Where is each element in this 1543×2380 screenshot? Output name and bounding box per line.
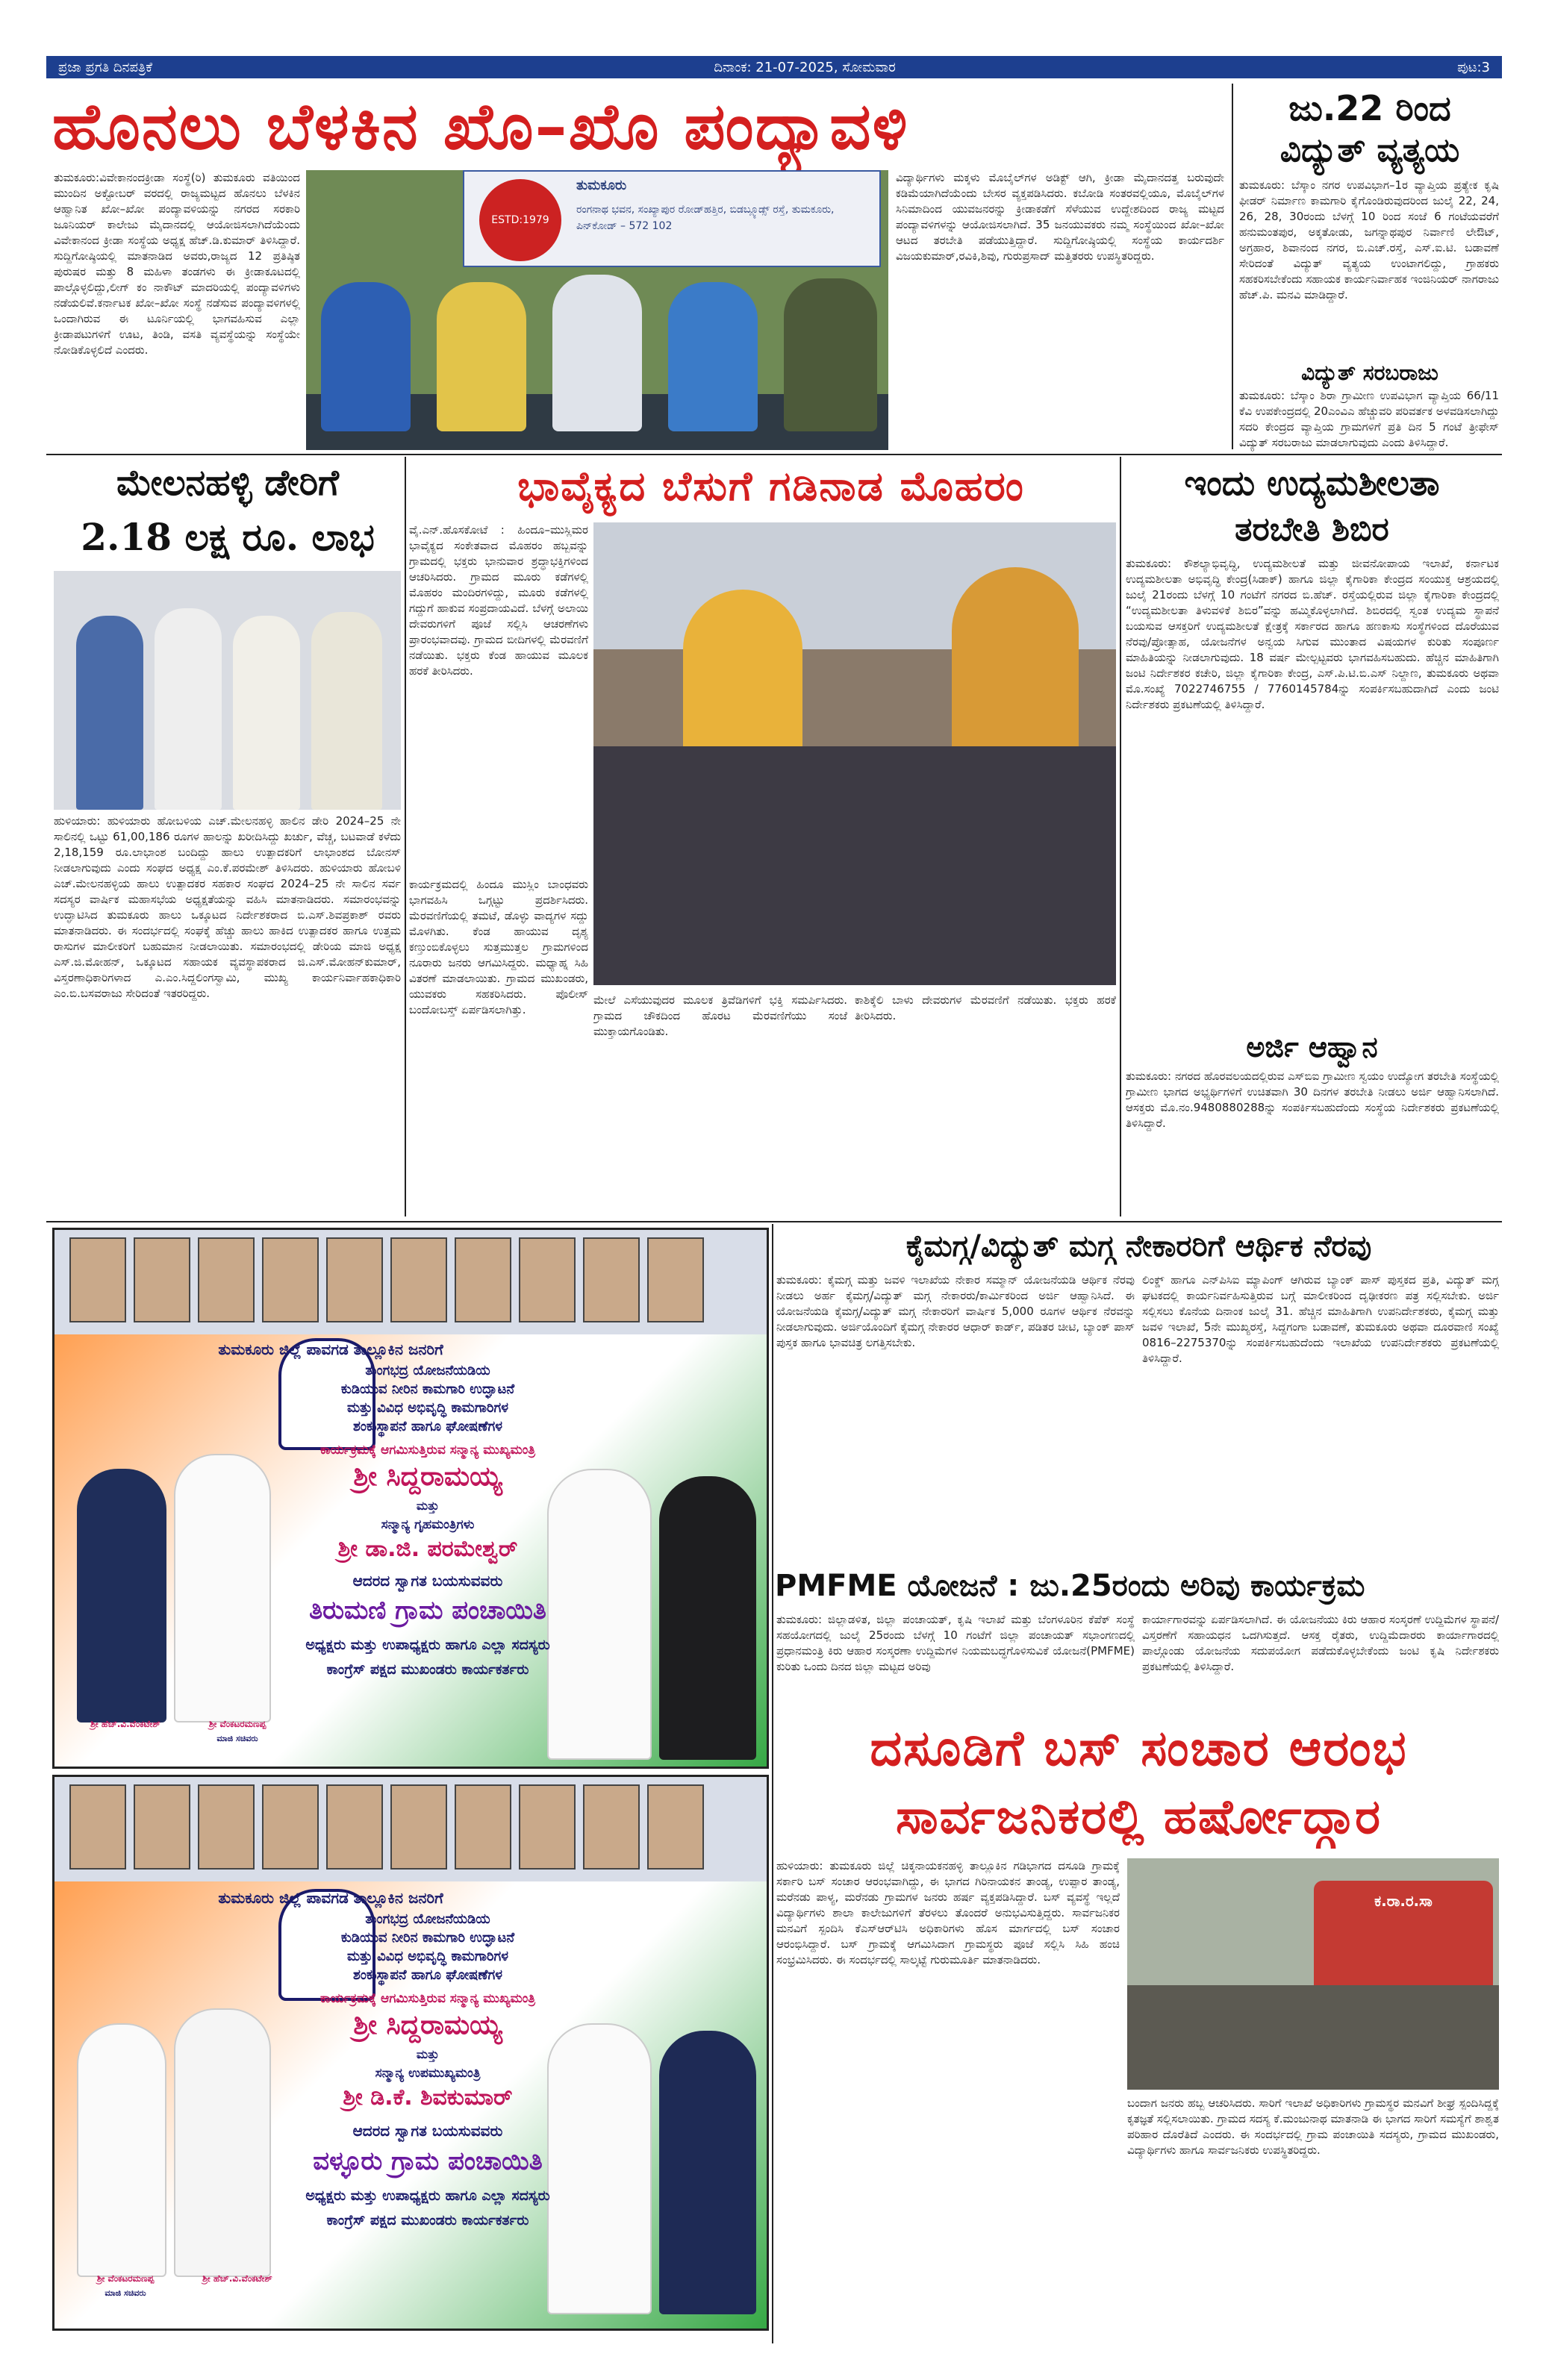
ad-mattu: ಮತ್ತು xyxy=(416,1499,440,1513)
ad-minister-title: ಸನ್ಮಾನ್ಯ ಉಪಮುಖ್ಯಮಂತ್ರಿ xyxy=(375,2066,481,2081)
leader-photo xyxy=(390,1237,447,1322)
moharram-caption-right: ಕಾಶಿಕ್ಕೆಲಿ ಬಾಳು ದೇವರುಗಳ ಮೆರವಣಿಗೆ ನಡೆಯಿತು. ಭಕ್ತರು ಹರಕೆ ತೀರಿಸಿದರು. xyxy=(855,993,1116,1022)
person-4 xyxy=(668,282,758,431)
leader-photo xyxy=(647,1784,704,1870)
ad-person-right2 xyxy=(659,2031,756,2314)
leader-photo xyxy=(134,1784,190,1870)
weavers-col2: ಲಿಂಕ್ಡ್ ಹಾಗೂ ಎನ್‌ಪಿಸಿಐ ಮ್ಯಾಪಿಂಗ್ ಆಗಿರುವ ಬ್ಯಾಂಕ್ ಪಾಸ್ ಪುಸ್ತಕದ ಪ್ರತಿ, ವಿದ್ಯುತ್ ಮಗ್ಗ ಘಟಕದಲ್ಲಿ ಕಾರ್ಯನಿರ್ವಹಿಸುತ್ತಿರುವ ಬಗ್ಗೆ ಮಾಲೀಕರಿಂದ ದೃಢೀಕರಣ ಪತ್ರ ಸಲ್ಲಿಸಬೇಕು. ಅರ್ಜಿ ಸಲ್ಲಿಸಲು ಕೊನೆಯ ದಿನಾಂಕ ಜುಲೈ 31. ಹೆಚ್ಚಿನ ಮಾಹಿತಿಗಾಗಿ ಉಪನಿರ್ದೇಶಕರು, ಕೈಮಗ್ಗ ಮತ್ತು ಜವಳಿ ಇಲಾಖೆ, 5ನೇ ಮುಖ್ಯರಸ್ತೆ, ಸಿದ್ದಗಂಗಾ ಬಡಾವಣೆ, ತುಮಕೂರು ಅಥವಾ ದೂರವಾಣಿ ಸಂಖ್ಯೆ 0816–2275370ನ್ನು ಸಂಪರ್ಕಿಸಬಹುದೆಂದು ಇಲಾಖೆಯ ಉಪನಿರ್ದೇಶಕರು ಪ್ರಕಟಣೆಯಲ್ಲಿ ತಿಳಿಸಿದ್ದಾರೆ. xyxy=(1142,1273,1499,1365)
person-3 xyxy=(552,275,642,431)
leader-photo xyxy=(519,1784,576,1870)
ad-line3: ಕುಡಿಯುವ ನೀರಿನ ಕಾಮಗಾರಿ ಉದ್ಘಾಟನೆ xyxy=(340,1930,515,1946)
leader-photo xyxy=(326,1237,383,1322)
bus-plate: ಕ.ರಾ.ರ.ಸಾ xyxy=(1374,1892,1433,1910)
leader-photo xyxy=(134,1237,190,1322)
column-rule xyxy=(1232,84,1233,449)
ad-line3: ಕುಡಿಯುವ ನೀರಿನ ಕಾಮಗಾರಿ ಉದ್ಘಾಟನೆ xyxy=(340,1381,515,1397)
leader-photo xyxy=(647,1237,704,1322)
ad-minister-name: ಶ್ರೀ ಡಿ.ಕೆ. ಶಿವಕುಮಾರ್ xyxy=(343,2084,513,2111)
banner-logo-icon: ESTD:1979 xyxy=(479,179,561,261)
power-sub-body: ತುಮಕೂರು: ಬೆಸ್ಕಾಂ ಶಿರಾ ಗ್ರಾಮೀಣ ಉಪವಿಭಾಗ ವ್ಯಾಪ್ತಿಯ 66/11 ಕೆವಿ ಉಪಕೇಂದ್ರದಲ್ಲಿ 20ಎಂವಿಎ ಹೆಚ್ಚುವರಿ ಪರಿವರ್ತಕ ಅಳವಡಿಸಲಾಗಿದ್ದು ಸದರಿ ಕೇಂದ್ರದ ವ್ಯಾಪ್ತಿಯ ಗ್ರಾಮಗಳಿಗೆ ಪ್ರತಿ ದಿನ 5 ಗಂಟೆ ತ್ರೀಫೇಸ್ ವಿದ್ಯುತ್ ಸರಬರಾಜು ಮಾಡಲಾಗುವುದು ಎಂದು ತಿಳಿಸಿದ್ದಾರೆ. xyxy=(1239,389,1499,449)
bus-col1: ಹುಳಿಯಾರು: ತುಮಕೂರು ಜಿಲ್ಲೆ ಚಿಕ್ಕನಾಯಕನಹಳ್ಳಿ ತಾಲ್ಲೂಕಿನ ಗಡಿಭಾಗದ ದಸೂಡಿ ಗ್ರಾಮಕ್ಕೆ ಸರ್ಕಾರಿ ಬಸ್ ಸಂಚಾರ ಆರಂಭವಾಗಿದ್ದು, ಈ ಭಾಗದ ಗಿರಿನಾಯಕನ ತಾಂಡ್ಯ, ಉಪ್ಪಾರ ತಾಂಡ್ಯ, ಮರೆನಡು ಪಾಳ್ಯ, ಮರೆನಡು ಗ್ರಾಮಗಳ ಜನರು ಹರ್ಷ ವ್ಯಕ್ತಪಡಿಸಿದ್ದಾರೆ. ಬಸ್ ವ್ಯವಸ್ಥೆ ಇಲ್ಲದೆ ವಿದ್ಯಾರ್ಥಿಗಳು ಶಾಲಾ ಕಾಲೇಜುಗಳಿಗೆ ತೆರಳಲು ತೊಂದರೆ ಅನುಭವಿಸುತ್ತಿದ್ದರು. ಸಾರ್ವಜನಿಕರ ಮನವಿಗೆ ಸ್ಪಂದಿಸಿ ಕೆಎಸ್‌ಆರ್‌ಟಿಸಿ ಅಧಿಕಾರಿಗಳು ಹೊಸ ಮಾರ್ಗದಲ್ಲಿ ಬಸ್ ಸಂಚಾರ ಆರಂಭಿಸಿದ್ದಾರೆ. ಬಸ್ ಗ್ರಾಮಕ್ಕೆ ಆಗಮಿಸಿದಾಗ ಗ್ರಾಮಸ್ಥರು ಪೂಜೆ ಸಲ್ಲಿಸಿ ಸಿಹಿ ಹಂಚಿ ಸಂಭ್ರಮಿಸಿದರು. ಈ ಸಂದರ್ಭದಲ್ಲಿ ಸಾಲ್ಕಟ್ಟೆ ಗುರುಮೂರ್ತಿ ಮಾತನಾಡಿದರು. xyxy=(776,1859,1120,1967)
weavers-headline: ಕೈಮಗ್ಗ/ವಿದ್ಯುತ್ ಮಗ್ಗ ನೇಕಾರರಿಗೆ ಆರ್ಥಿಕ ನೆರವು xyxy=(905,1229,1372,1264)
section-rule xyxy=(46,454,1502,455)
ad-members: ಅಧ್ಯಕ್ಷರು ಮತ್ತು ಉಪಾಧ್ಯಕ್ಷರು ಹಾಗೂ ಎಲ್ಲಾ ಸದಸ್ಯರು xyxy=(305,1637,550,1653)
banner-place: ತುಮಕೂರು xyxy=(576,178,627,193)
person-b xyxy=(155,608,222,810)
leader-photo xyxy=(326,1784,383,1870)
ad-line1: ತುಮಕೂರು ಜಿಲ್ಲೆ ಪಾವಗಡ ತಾಲ್ಲೂಕಿನ ಜನರಿಗೆ xyxy=(218,1889,443,1907)
page-number: ಪುಟ:3 xyxy=(1457,59,1490,75)
ad-panchayat: ತಿರುಮಣಿ ಗ್ರಾಮ ಪಂಚಾಯಿತಿ xyxy=(309,1596,546,1625)
leader-photo xyxy=(198,1784,255,1870)
ad-cm-name: ಶ್ರೀ ಸಿದ್ದರಾಮಯ್ಯ xyxy=(353,1461,502,1492)
decoration-left xyxy=(683,590,802,761)
ad-line2: ತುಂಗಭದ್ರ ಯೋಜನೆಯಡಿಯ xyxy=(365,1363,490,1378)
ad-mattu: ಮತ್ತು xyxy=(416,2047,440,2061)
crowd xyxy=(593,746,1116,985)
ad-minister-title: ಸನ್ಮಾನ್ಯ ಗೃಹಮಂತ್ರಿಗಳು xyxy=(381,1517,475,1532)
leader-photo xyxy=(69,1784,126,1870)
ad-line4: ಮತ್ತು ವಿವಿಧ ಅಭಿವೃದ್ಧಿ ಕಾಮಗಾರಿಗಳ xyxy=(346,1400,509,1416)
ad-line5: ಶಂಕುಸ್ಥಾಪನೆ ಹಾಗೂ ಘೋಷಣೆಗಳ xyxy=(352,1967,502,1983)
training-headline-2: ತರಬೇತಿ ಶಿಬಿರ xyxy=(1235,510,1389,549)
person-a xyxy=(76,616,143,810)
advertisement-1 xyxy=(52,1228,769,1769)
moharram-caption-left: ಮೇಲೆ ಎಸೆಯುವುದರ ಮೂಲಕ ತ್ರಿವೆಡಿಗಳಿಗೆ ಭಕ್ತಿ ಸಮರ್ಪಿಸಿದರು. ಗ್ರಾಮದ ಚೌಕದಿಂದ ಹೊರಟ ಮೆರವಣಿಗೆಯು ಸಂಜೆ ಮುಕ್ತಾಯಗೊಂಡಿತು. xyxy=(593,993,847,1038)
bus-headline-2: ಸಾರ್ವಜನಿಕರಲ್ಲಿ ಹರ್ಷೋದ್ಗಾರ xyxy=(895,1790,1383,1845)
power-headline-2: ವಿದ್ಯುತ್ ವ್ಯತ್ಯಯ xyxy=(1279,131,1460,169)
training-headline-1: ಇಂದು ಉದ್ಯಮಶೀಲತಾ xyxy=(1184,463,1440,503)
power-headline-1: ಜು.22 ರಿಂದ xyxy=(1288,88,1451,128)
leader-photo xyxy=(455,1237,511,1322)
ad-person-left xyxy=(77,2023,166,2277)
section-rule xyxy=(46,1221,1502,1222)
moharram-photo xyxy=(593,522,1116,985)
ad-members: ಅಧ್ಯಕ್ಷರು ಮತ್ತು ಉಪಾಧ್ಯಕ್ಷರು ಹಾಗೂ ಎಲ್ಲಾ ಸದಸ್ಯರು xyxy=(305,2187,550,2204)
ad-line6: ಕಾರ್ಯಕ್ರಮಕ್ಕೆ ಆಗಮಿಸುತ್ತಿರುವ ಸನ್ಮಾನ್ಯ ಮುಖ್ಯಮಂತ್ರಿ xyxy=(319,1991,536,2006)
paper-name: ಪ್ರಜಾ ಪ್ರಗತಿ ದಿನಪತ್ರಿಕೆ xyxy=(58,59,153,75)
moharram-col2: ಕಾರ್ಯಕ್ರಮದಲ್ಲಿ ಹಿಂದೂ ಮುಸ್ಲಿಂ ಬಾಂಧವರು ಭಾಗವಹಿಸಿ ಒಗ್ಗಟ್ಟು ಪ್ರದರ್ಶಿಸಿದರು. ಮೆರವಣಿಗೆಯಲ್ಲಿ ತಮಟೆ, ಡೊಳ್ಳು ವಾದ್ಯಗಳ ಸದ್ದು ಮೊಳಗಿತು. ಕೆಂಡ ಹಾಯುವ ದೃಶ್ಯ ಕಣ್ತುಂಬಿಕೊಳ್ಳಲು ಸುತ್ತಮುತ್ತಲ ಗ್ರಾಮಗಳಿಂದ ನೂರಾರು ಜನರು ಆಗಮಿಸಿದ್ದರು. ಮಧ್ಯಾಹ್ನ ಸಿಹಿ ವಿತರಣೆ ಮಾಡಲಾಯಿತು. ಗ್ರಾಮದ ಮುಖಂಡರು, ಯುವಕರು ಸಹಕರಿಸಿದರು. ಪೊಲೀಸ್ ಬಂದೋಬಸ್ತ್ ಏರ್ಪಡಿಸಲಾಗಿತ್ತು. xyxy=(409,878,588,1016)
column-rule xyxy=(772,1224,773,2343)
leader-photo xyxy=(198,1237,255,1322)
ad-leader-photos xyxy=(54,1230,767,1334)
masthead xyxy=(46,56,1502,78)
ad-cm-name: ಶ್ರೀ ಸಿದ್ದರಾಮಯ್ಯ xyxy=(353,2010,502,2040)
ad-panchayat: ವಳ್ಳೂರು ಗ್ರಾಮ ಪಂಚಾಯಿತಿ xyxy=(313,2146,543,2176)
ad-party: ಕಾಂಗ್ರೆಸ್ ಪಕ್ಷದ ಮುಖಂಡರು ಕಾರ್ಯಕರ್ತರು xyxy=(326,1661,529,1678)
leader-photo xyxy=(390,1784,447,1870)
leader-photo xyxy=(262,1784,319,1870)
ad-person-left xyxy=(77,1469,166,1722)
pmfme-col1: ತುಮಕೂರು: ಜಿಲ್ಲಾಡಳಿತ, ಜಿಲ್ಲಾ ಪಂಚಾಯತ್, ಕೃಷಿ ಇಲಾಖೆ ಮತ್ತು ಬೆಂಗಳೂರಿನ ಕೆಪೆಕ್ ಸಂಸ್ಥೆ ಸಹಯೋಗದಲ್ಲಿ ಜುಲೈ 25ರಂದು ಬೆಳಗ್ಗೆ 10 ಗಂಟೆಗೆ ಜಿಲ್ಲಾ ಪಂಚಾಯತ್ ಸಭಾಂಗಣದಲ್ಲಿ ಪ್ರಧಾನಮಂತ್ರಿ ಕಿರು ಆಹಾರ ಸಂಸ್ಕರಣಾ ಉದ್ದಿಮೆಗಳ ನಿಯಮಬದ್ಧಗೊಳಿಸುವಿಕೆ ಯೋಜನೆ(PMFME) ಕುರಿತು ಒಂದು ದಿನದ ಜಿಲ್ಲಾ ಮಟ್ಟದ ಅರಿವು xyxy=(776,1613,1135,1673)
banner-address: ರಂಗನಾಥ ಭವನ, ಸಂಖ್ಯಾಪುರ ರೋಡ್‌ಹತ್ತಿರ, ಬಿಡಬ್ಲ್ಯೂಡ್ಸ್ ರಸ್ತೆ, ತುಮಕೂರು, ಪಿನ್‌ಕೋಡ್ – 572 102 xyxy=(576,204,835,232)
ad-line6: ಕಾರ್ಯಕ್ರಮಕ್ಕೆ ಆಗಮಿಸುತ್ತಿರುವ ಸನ್ಮಾನ್ಯ ಮುಖ್ಯಮಂತ್ರಿ xyxy=(319,1443,536,1458)
training-body: ತುಮಕೂರು: ಕೌಶಲ್ಯಾಭಿವೃದ್ಧಿ, ಉದ್ಯಮಶೀಲತೆ ಮತ್ತು ಜೀವನೋಪಾಯ ಇಲಾಖೆ, ಕರ್ನಾಟಕ ಉದ್ಯಮಶೀಲತಾ ಅಭಿವೃದ್ಧಿ ಕೇಂದ್ರ(ಸಿಡಾಕ್) ಹಾಗೂ ಜಿಲ್ಲಾ ಕೈಗಾರಿಕಾ ಕೇಂದ್ರದ ಸಂಯುಕ್ತ ಆಶ್ರಯದಲ್ಲಿ ಜುಲೈ 21ರಂದು ಬೆಳಗ್ಗೆ 10 ಗಂಟೆಗೆ ನಗರದ ಬಿ.ಹೆಚ್. ರಸ್ತೆಯಲ್ಲಿರುವ ಜಿಲ್ಲಾ ಕೈಗಾರಿಕಾ ಕೇಂದ್ರದಲ್ಲಿ “ಉದ್ಯಮಶೀಲತಾ ತಿಳುವಳಿಕೆ ಶಿಬಿರ”ವನ್ನು ಹಮ್ಮಿಕೊಳ್ಳಲಾಗಿದೆ. ಶಿಬಿರದಲ್ಲಿ ಸ್ವಂತ ಉದ್ಯಮ ಸ್ಥಾಪನೆ ಬಯಸುವ ಆಸಕ್ತರಿಗೆ ಉದ್ಯಮಶೀಲತೆ ಕ್ಷೇತ್ರಕ್ಕೆ ಸರ್ಕಾರದ ಹಾಗೂ ಹಣಕಾಸು ಸಂಸ್ಥೆಗಳಿಂದ ದೊರೆಯುವ ನೆರವು/ಪ್ರೋತ್ಸಾಹ, ಯೋಜನೆಗಳ ಅನ್ವಯ ಸಿಗುವ ಮುಂತಾದ ವಿಷಯಗಳ ಕುರಿತು ಸಂಪೂರ್ಣ ಮಾಹಿತಿಯನ್ನು ನೀಡಲಾಗುವುದು. 18 ವರ್ಷ ಮೇಲ್ಪಟ್ಟವರು ಭಾಗವಹಿಸಬಹುದು. ಹೆಚ್ಚಿನ ಮಾಹಿತಿಗಾಗಿ ಜಂಟಿ ನಿರ್ದೇಶಕರ ಕಚೇರಿ, ಜಿಲ್ಲಾ ಕೈಗಾರಿಕಾ ಕೇಂದ್ರ, ಎಸ್.ಪಿ.ಟಿ.ಬಿ.ಎಸ್ ನಿಲ್ದಾಣ, ತುಮಕೂರು ಅಥವಾ ಮೊ.ಸಂಖ್ಯೆ 7022746755 / 7760145784ನ್ನು ಸಂಪರ್ಕಿಸಬಹುದಾಗಿದೆ ಎಂದು ಜಂಟಿ ನಿರ್ದೇಶಕರು ಪ್ರಕಟಣೆಯಲ್ಲಿ ತಿಳಿಸಿದ್ದಾರೆ. xyxy=(1126,557,1499,711)
dairy-headline-2: 2.18 ಲಕ್ಷ ರೂ. ಲಾಭ xyxy=(81,515,375,559)
bus-col2: ಬಂದಾಗ ಜನರು ಹಬ್ಬ ಆಚರಿಸಿದರು. ಸಾರಿಗೆ ಇಲಾಖೆ ಅಧಿಕಾರಿಗಳು ಗ್ರಾಮಸ್ಥರ ಮನವಿಗೆ ಶೀಘ್ರ ಸ್ಪಂದಿಸಿದ್ದಕ್ಕೆ ಕೃತಜ್ಞತೆ ಸಲ್ಲಿಸಲಾಯಿತು. ಗ್ರಾಮದ ಸದಸ್ಯ ಕೆ.ಮಂಜುನಾಥ ಮಾತನಾಡಿ ಈ ಭಾಗದ ಸಾರಿಗೆ ಸಮಸ್ಯೆಗೆ ಶಾಶ್ವತ ಪರಿಹಾರ ದೊರೆತಿದೆ ಎಂದರು. ಈ ಸಂದರ್ಭದಲ್ಲಿ ಗ್ರಾಮ ಪಂಚಾಯಿತಿ ಸದಸ್ಯರು, ಗ್ರಾಮದ ಮುಖಂಡರು, ವಿದ್ಯಾರ್ಥಿಗಳು ಹಾಗೂ ಸಾರ್ವಜನಿಕರು ಉಪಸ್ಥಿತರಿದ್ದರು. xyxy=(1127,2096,1499,2157)
ad-welcome: ಆದರದ ಸ್ವಾಗತ ಬಯಸುವವರು xyxy=(352,2122,503,2140)
ad-sig-right: ಶ್ರೀ ಹೆಚ್.ವಿ.ವೆಂಕಟೇಶ್ xyxy=(202,2273,272,2284)
photo-banner xyxy=(463,170,881,267)
ad-welcome: ಆದರದ ಸ್ವಾಗತ ಬಯಸುವವರು xyxy=(352,1572,503,1590)
dairy-photo xyxy=(54,571,401,810)
kho-kho-headline: ಹೊನಲು ಬೆಳಕಿನ ಖೊ–ಖೊ ಪಂದ್ಯಾವಳಿ xyxy=(52,90,909,164)
kho-kho-col4: ವಿದ್ಯಾರ್ಥಿಗಳು ಮಕ್ಕಳು ಮೊಬೈಲ್‌ಗಳ ಅಡಿಕ್ಟ್ ಆಗಿ, ಕ್ರೀಡಾ ಮೈದಾನದತ್ತ ಬರುವುದೇ ಕಡಿಮೆಯಾಗಿದೆಯೆಂದು ಬೇಸರ ವ್ಯಕ್ತಪಡಿಸಿದರು. ಕಬೋಡಿ ಸಂತರವಲ್ಲಿಯೂ, ಮೊಬೈಲ್‌ಗಳ ಸಿನಿಮಾದಿಂದ ಯುವಜನರನ್ನು ಕ್ರೀಡಾಕಡೆಗೆ ಸೆಳೆಯುವ ಉದ್ದೇಶದಿಂದ ರಾಜ್ಯ ಮಟ್ಟದ ಪಂದ್ಯಾವಳಿಗಳನ್ನು ಆಯೋಜಿಸಲಾಗಿದೆ. 35 ಜನಯುವಕರು ನಮ್ಮ ಸಂಸ್ಥೆಯಿಂದ ಖೋ–ಖೋ ಆಟದ ತರಬೇತಿ ಪಡೆಯುತ್ತಿದ್ದಾರೆ. ಸುದ್ದಿಗೋಷ್ಠಿಯಲ್ಲಿ ಸಂಸ್ಥೆಯ ಕಾರ್ಯದರ್ಶಿ ವಿಜಯಕುಮಾರ್,ರವಿಕಿ,ಶಿವು, ಗುರುಪ್ರಸಾದ್ ಮತ್ತಿತರರು ಉಪಸ್ಥಿತರಿದ್ದರು. xyxy=(896,171,1224,263)
ad-sig-left: ಶ್ರೀ ವೆಂಕಟರಮಣಪ್ಪ xyxy=(96,2273,155,2284)
person-d xyxy=(311,612,382,810)
power-body: ತುಮಕೂರು: ಬೆಸ್ಕಾಂ ನಗರ ಉಪವಿಭಾಗ–1ರ ವ್ಯಾಪ್ತಿಯ ಪ್ರತ್ಯೇಕ ಕೃಷಿ ಫೀಡರ್ ನಿರ್ಮಾಣ ಕಾಮಗಾರಿ ಕೈಗೊಂಡಿರುವುದರಿಂದ ಜುಲೈ 22, 24, 26, 28, 30ರಂದು ಬೆಳಗ್ಗೆ 10 ರಿಂದ ಸಂಜೆ 6 ಗಂಟೆಯವರೆಗೆ ಹನುಮಂತಪುರ, ಅಕ್ಕತೋಡು, ಜಗನ್ನಾಥಪುರ ನಿರ್ವಾಣಿ ಲೇಔಟ್, ಅಗ್ರಹಾರ, ಶಿವಾನಂದ ನಗರ, ಬಿ.ಎಚ್.ರಸ್ತೆ, ಎಸ್.ಐ.ಟಿ. ಬಡಾವಣೆ ಸೇರಿದಂತೆ ವಿದ್ಯುತ್ ವ್ಯತ್ಯಯ ಉಂಟಾಗಲಿದ್ದು, ಗ್ರಾಹಕರು ಸಹಕರಿಸಬೇಕೆಂದು ಸಹಾಯಕ ಕಾರ್ಯನಿರ್ವಾಹಕ ಇಂಜಿನಿಯರ್ ನಾಗರಾಜು ಹೆಚ್.ಪಿ. ಮನವಿ ಮಾಡಿದ್ದಾರೆ. xyxy=(1239,178,1499,302)
ad-leader-photos xyxy=(54,1777,767,1881)
ad-sig-left-role: ಮಾಜಿ ಸಚಿವರು xyxy=(105,2288,146,2298)
ad-person-right2 xyxy=(659,1476,756,1760)
person-1 xyxy=(321,282,411,431)
ad-sig-right: ಶ್ರೀ ವೆಂಕಟರಮಣಪ್ಪ xyxy=(208,1719,266,1729)
bus-headline-1: ದಸೂಡಿಗೆ ಬಸ್ ಸಂಚಾರ ಆರಂಭ xyxy=(870,1720,1408,1777)
moharram-col1: ವೈ.ಎನ್.ಹೊಸಕೋಟೆ : ಹಿಂದೂ–ಮುಸ್ಲಿಮರ ಭಾವೈಕ್ಯದ ಸಂಕೇತವಾದ ಮೊಹರಂ ಹಬ್ಬವನ್ನು ಗ್ರಾಮದಲ್ಲಿ ಭಕ್ತರು ಭಾನುವಾರ ಶ್ರದ್ಧಾಭಕ್ತಿಗಳಿಂದ ಆಚರಿಸಿದರು. ಗ್ರಾಮದ ಮೂರು ಕಡೆಗಳಲ್ಲಿ ಮೊಹರಂ ಮಂದಿರಗಳಿದ್ದು, ಮೂರು ಕಡೆಗಳಲ್ಲಿ ಗದ್ದುಗೆ ಹಾಕುವ ಸಂಪ್ರದಾಯವಿದೆ. ಬೆಳಗ್ಗೆ ಅಲಾಯಿ ದೇವರುಗಳಿಗೆ ಪೂಜೆ ಸಲ್ಲಿಸಿ ಆಚರಣೆಗಳು ಪ್ರಾರಂಭವಾದವು. ಗ್ರಾಮದ ಬೀದಿಗಳಲ್ಲಿ ಮೆರವಣಿಗೆ ನಡೆಯಿತು. ಭಕ್ತರು ಕೆಂಡ ಹಾಯುವ ಮೂಲಕ ಹರಕೆ ತೀರಿಸಿದರು. xyxy=(409,523,588,678)
issue-date: ದಿನಾಂಕ: 21-07-2025, ಸೋಮವಾರ xyxy=(714,59,896,75)
person-5 xyxy=(784,278,877,431)
ad-person-left2 xyxy=(174,1454,271,1722)
leader-photo xyxy=(583,1784,640,1870)
ad-line1: ತುಮಕೂರು ಜಿಲ್ಲೆ ಪಾವಗಡ ತಾಲ್ಲೂಕಿನ ಜನರಿಗೆ xyxy=(218,1340,443,1358)
crowd xyxy=(1127,1985,1499,2090)
ad-sig-right-role: ಮಾಜಿ ಸಚಿವರು xyxy=(216,1734,258,1743)
pmfme-col2: ಕಾರ್ಯಾಗಾರವನ್ನು ಏರ್ಪಡಿಸಲಾಗಿದೆ. ಈ ಯೋಜನೆಯು ಕಿರು ಆಹಾರ ಸಂಸ್ಕರಣೆ ಉದ್ದಿಮೆಗಳ ಸ್ಥಾಪನೆ/ವಿಸ್ತರಣೆಗೆ ಸಹಾಯಧನ ಒದಗಿಸುತ್ತದೆ. ಆಸಕ್ತ ರೈತರು, ಉದ್ದಿಮೆದಾರರು ಕಾರ್ಯಾಗಾರದಲ್ಲಿ ಪಾಲ್ಗೊಂಡು ಯೋಜನೆಯ ಸದುಪಯೋಗ ಪಡೆದುಕೊಳ್ಳಬೇಕೆಂದು ಜಂಟಿ ಕೃಷಿ ನಿರ್ದೇಶಕರು ಪ್ರಕಟಣೆಯಲ್ಲಿ ತಿಳಿಸಿದ್ದಾರೆ. xyxy=(1142,1613,1499,1673)
kho-kho-col1: ತುಮಕೂರು:ವಿವೇಕಾನಂದಕ್ರೀಡಾ ಸಂಸ್ಥೆ(ರಿ) ತುಮಕೂರು ವತಿಯಿಂದ ಮುಂದಿನ ಅಕ್ಟೋಬರ್ ವರದಲ್ಲಿ ರಾಜ್ಯಮಟ್ಟದ ಹೊನಲು ಬೆಳಕಿನ ಆಹ್ವಾನಿತ ಖೋ–ಖೋ ಪಂದ್ಯಾವಳಿಯನ್ನು ನಗರದ ಸರಕಾರಿ ಜೂನಿಯರ್ ಕಾಲೇಜು ಮೈದಾನದಲ್ಲಿ ಆಯೋಜಿಸಲಾಗಿದೆಯೆಂದು ವಿವೇಕಾನಂದ ಕ್ರೀಡಾ ಸಂಸ್ಥೆಯ ಅಧ್ಯಕ್ಷ ಹೆಚ್.ಡಿ.ಕುಮಾರ್ ತಿಳಿಸಿದ್ದಾರೆ. ಸುದ್ದಿಗೋಷ್ಠಿಯಲ್ಲಿ ಮಾತನಾಡಿದ ಅವರು,ರಾಜ್ಯದ 12 ಪ್ರತಿಷ್ಠಿತ ಪುರುಷರ ಮತ್ತು 8 ಮಹಿಳಾ ತಂಡಗಳು ಈ ಕ್ರೀಡಾಕೂಟದಲ್ಲಿ ಪಾಲ್ಗೊಳ್ಳಲಿದ್ದು,ಲೀಗ್ ಕಂ ನಾಕೌಟ್ ಮಾದರಿಯಲ್ಲಿ ಪಂದ್ಯಾವಳಿಗಳು ನಡೆಯಲಿವೆ.ಕರ್ನಾಟಕ ಖೋ–ಖೋ ಸಂಸ್ಥೆ ನಡೆಸುವ ಪಂದ್ಯಾವಳಿಗಳಲ್ಲಿ ಒಂದಾಗಿರುವ ಈ ಟೂರ್ನಿಯಲ್ಲಿ ಭಾಗವಹಿಸುವ ಎಲ್ಲಾ ಕ್ರೀಡಾಪಟುಗಳಿಗೆ ಊಟ, ತಿಂಡಿ, ವಸತಿ ವ್ಯವಸ್ಥೆಯನ್ನು ಸಂಸ್ಥೆಯೇ ನೋಡಿಕೊಳ್ಳಲಿದೆ ಎಂದರು. xyxy=(54,171,300,357)
advertisement-2 xyxy=(52,1775,769,2331)
weavers-col1: ತುಮಕೂರು: ಕೈಮಗ್ಗ ಮತ್ತು ಜವಳಿ ಇಲಾಖೆಯ ನೇಕಾರ ಸಮ್ಮಾನ್ ಯೋಜನೆಯಡಿ ಆರ್ಥಿಕ ನೆರವು ನೀಡಲು ಅರ್ಹ ಕೈಮಗ್ಗ/ವಿದ್ಯುತ್ ಮಗ್ಗ ನೇಕಾರರು/ಕಾರ್ಮಿಕರಿಂದ ಅರ್ಜಿ ಆಹ್ವಾನಿಸಿದೆ. ಈ ಯೋಜನೆಯಡಿ ಕೈಮಗ್ಗ/ವಿದ್ಯುತ್ ಮಗ್ಗ ನೇಕಾರರಿಗೆ ವಾರ್ಷಿಕ 5,000 ರೂಗಳ ಆರ್ಥಿಕ ನೆರವನ್ನು ನೀಡಲಾಗುವುದು. ಅರ್ಜಿಯೊಂದಿಗೆ ಕೈಮಗ್ಗ ನೇಕಾರರ ಆಧಾರ್ ಕಾರ್ಡ್, ಪಡಿತರ ಚೀಟಿ, ಬ್ಯಾಂಕ್ ಪಾಸ್ ಪುಸ್ತಕ ಹಾಗೂ ಭಾವಚಿತ್ರ ಲಗತ್ತಿಸಬೇಕು. xyxy=(776,1273,1135,1349)
leader-photo xyxy=(262,1237,319,1322)
ad-minister-name: ಶ್ರೀ ಡಾ.ಜಿ. ಪರಮೇಶ್ವರ್ xyxy=(337,1536,518,1562)
moharram-headline: ಭಾವೈಕ್ಯದ ಬೆಸುಗೆ ಗಡಿನಾಡ ಮೊಹರಂ xyxy=(517,463,1025,510)
leader-photo xyxy=(455,1784,511,1870)
leader-photo xyxy=(519,1237,576,1322)
ad-sig-left: ಶ್ರೀ ಹೆಚ್.ವಿ.ವೆಂಕಟೇಶ್ xyxy=(90,1719,160,1729)
ad-line5: ಶಂಕುಸ್ಥಾಪನೆ ಹಾಗೂ ಘೋಷಣೆಗಳ xyxy=(352,1419,502,1434)
bus-photo xyxy=(1127,1858,1499,2090)
leader-photo xyxy=(583,1237,640,1322)
leader-photo xyxy=(69,1237,126,1322)
power-sub-title: ವಿದ್ಯುತ್ ಸರಬರಾಜು xyxy=(1301,360,1438,385)
person-2 xyxy=(437,282,526,431)
person-c xyxy=(233,616,300,810)
ad-person-left2 xyxy=(174,2008,271,2277)
column-rule xyxy=(405,457,406,1216)
decoration-right xyxy=(952,567,1079,754)
dairy-headline-1: ಮೇಲನಹಳ್ಳಿ ಡೇರಿಗೆ xyxy=(116,462,339,504)
pmfme-headline: PMFME ಯೋಜನೆ : ಜು.25ರಂದು ಅರಿವು ಕಾರ್ಯಕ್ರಮ xyxy=(775,1569,1365,1603)
ad-party: ಕಾಂಗ್ರೆಸ್ ಪಕ್ಷದ ಮುಖಂಡರು ಕಾರ್ಯಕರ್ತರು xyxy=(326,2212,529,2228)
kho-kho-photo xyxy=(306,170,888,450)
ad-line2: ತುಂಗಭದ್ರ ಯೋಜನೆಯಡಿಯ xyxy=(365,1911,490,1927)
column-rule xyxy=(1120,457,1121,1216)
training-sub-body: ತುಮಕೂರು: ನಗರದ ಹೊರವಲಯದಲ್ಲಿರುವ ಎಸ್‌ಬಿಐ ಗ್ರಾಮೀಣ ಸ್ವಯಂ ಉದ್ಯೋಗ ತರಬೇತಿ ಸಂಸ್ಥೆಯಲ್ಲಿ ಗ್ರಾಮೀಣ ಭಾಗದ ಅಭ್ಯರ್ಥಿಗಳಿಗೆ ಉಚಿತವಾಗಿ 30 ದಿನಗಳ ತರಬೇತಿ ನೀಡಲು ಅರ್ಜಿ ಆಹ್ವಾನಿಸಲಾಗಿದೆ. ಆಸಕ್ತರು ಮೊ.ನಂ.9480880288ನ್ನು ಸಂಪರ್ಕಿಸಬಹುದೆಂದು ಸಂಸ್ಥೆಯ ನಿರ್ದೇಶಕರು ಪ್ರಕಟಣೆಯಲ್ಲಿ ತಿಳಿಸಿದ್ದಾರೆ. xyxy=(1126,1069,1499,1130)
training-sub-title: ಅರ್ಜಿ ಆಹ್ವಾನ xyxy=(1246,1031,1378,1063)
dairy-body: ಹುಳಿಯಾರು: ಹುಳಿಯಾರು ಹೋಬಳಿಯ ಎಚ್.ಮೇಲನಹಳ್ಳಿ ಹಾಲಿನ ಡೇರಿ 2024–25 ನೇ ಸಾಲಿನಲ್ಲಿ ಒಟ್ಟು 61,00,186 ರೂಗಳ ಹಾಲನ್ನು ಖರೀದಿಸಿದ್ದು ಖರ್ಚು, ವೆಚ್ಚ, ಬಟವಾಡೆ ಕಳೆದು 2,18,159 ರೂ.ಲಾಭಾಂಶ ಬಂದಿದ್ದು ಹಾಲು ಉತ್ಪಾದಕರಿಗೆ ಲಾಭಾಂಶದ ಬೋನಸ್ ನೀಡಲಾಗುವುದು ಎಂದು ಸಂಘದ ಅಧ್ಯಕ್ಷ ಎಂ.ಕೆ.ಪರಮೇಶ್ ತಿಳಿಸಿದರು. ಹುಳಿಯಾರು ಹೋಬಳಿ ಎಚ್.ಮೇಲನಹಳ್ಳಿಯ ಹಾಲು ಉತ್ಪಾದಕರ ಸಹಕಾರ ಸಂಘದ 2024–25 ನೇ ಸಾಲಿನ ಸರ್ವ ಸದಸ್ಯರ ವಾರ್ಷಿಕ ಮಹಾಸಭೆಯ ಅಧ್ಯಕ್ಷತೆಯನ್ನು ವಹಿಸಿ ಮಾತನಾಡಿದರು. ಸಮಾರಂಭವನ್ನು ಉದ್ಘಾಟಿಸಿದ ತುಮಕೂರು ಹಾಲು ಒಕ್ಕೂಟದ ನಿರ್ದೇಶಕರಾದ ಬಿ.ಎಸ್.ಶಿವಪ್ರಕಾಶ್ ರವರು ಮಾತನಾಡಿದರು. ಈ ಸಂದರ್ಭದಲ್ಲಿ ಸಂಘಕ್ಕೆ ಹೆಚ್ಚು ಹಾಲು ಹಾಕಿದ ಉತ್ಪಾದಕರ ಹಾಗೂ ಉತ್ತಮ ರಾಸುಗಳ ಮಾಲೀಕರಿಗೆ ಬಹುಮಾನ ನೀಡಲಾಯಿತು. ಸಮಾರಂಭದಲ್ಲಿ ಡೇರಿಯ ಮಾಜಿ ಅಧ್ಯಕ್ಷ ಎಸ್.ಜಿ.ಮೋಹನ್, ಒಕ್ಕೂಟದ ಸಹಾಯಕ ವ್ಯವಸ್ಥಾಪಕರಾದ ಜಿ.ಎಸ್.ಮೋಹನ್‌ಕುಮಾರ್, ವಿಸ್ತರಣಾಧಿಕಾರಿಗಳಾದ ಎ.ಎಂ.ಸಿದ್ದಲಿಂಗಸ್ವಾಮಿ, ಮುಖ್ಯ ಕಾರ್ಯನಿರ್ವಾಹಕಾಧಿಕಾರಿ ಎಂ.ಬಿ.ಬಸವರಾಜು ಸೇರಿದಂತೆ ಇತರರಿದ್ದರು. xyxy=(54,814,401,1000)
ad-line4: ಮತ್ತು ವಿವಿಧ ಅಭಿವೃದ್ಧಿ ಕಾಮಗಾರಿಗಳ xyxy=(346,1949,509,1964)
